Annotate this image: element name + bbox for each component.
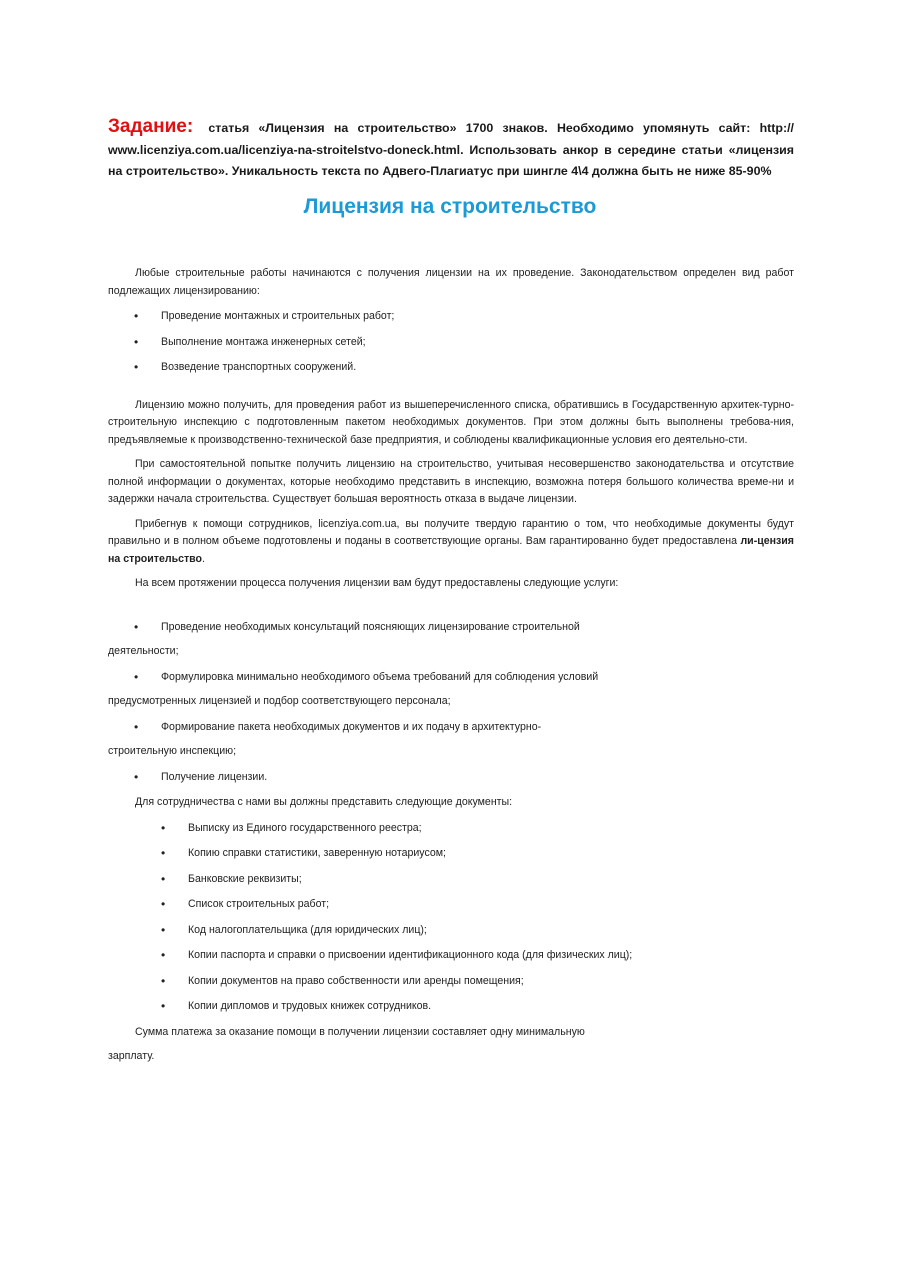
list-item: • Проведение монтажных и строительных работ; (108, 308, 794, 326)
paragraph-1: Лицензию можно получить, для проведения работ из вышеперечисленного списка, обратившись в Государственную архитек-турно-строительную инспекцию с подготовленным пакетом необходимых документов. При этом должны быть выполнены требова-ния, предъявляемые к производственно-технической базе предприятия, и соблюдены квалификационные условия его деятельно-сти. (108, 398, 794, 446)
list-item: • Код налогоплательщика (для юридических лиц); (108, 922, 794, 940)
list-item: • Копию справки статистики, заверенную нотариусом; (108, 845, 794, 863)
closing-continuation: зарплату. (108, 1050, 155, 1062)
bullet-icon: • (134, 360, 139, 374)
bullet-icon: • (161, 922, 166, 937)
bullet-icon: • (161, 973, 166, 988)
paragraph-2: При самостоятельной попытке получить лицензию на строительство, учитывая несовершенство законодательства и отсутствие полной информации о документах, которые необходимо представить в инспекцию, возможна потеря большого количества време-ни и задержки начала строительства. Существует большая вероятность отказа в выдаче лицензии. (108, 458, 794, 505)
list-item: • Список строительных работ; (108, 896, 794, 914)
closing-paragraph: Сумма платежа за оказание помощи в получении лицензии составляет одну минимальную (135, 1025, 585, 1038)
paragraph-3: Прибегнув к помощи сотрудников, licenziya.com.ua, вы получите твердую гарантию о том, что необходимые документы будут правильно и в полном объеме подготовлены и поданы в соответствующие органы. Вам гарантированно будет предоставлена ли-цензия на строительство. (108, 517, 794, 565)
list-item: • Формулировка минимально необходимого объема требований для соблюдения условий (108, 669, 794, 687)
list-item-continuation: предусмотренных лицензией и подбор соответствующего персонала; (108, 695, 451, 707)
bullet-icon: • (161, 897, 166, 911)
article-title: Лицензия на строительство (303, 195, 597, 218)
intro-paragraph: Любые строительные работы начинаются с получения лицензии на их проведение. Законодательством определен вид работ подлежащих лицензированию: (108, 267, 794, 297)
list-item: • Возведение транспортных сооружений. (108, 359, 794, 377)
bullet-icon: • (161, 948, 166, 962)
list-item: • Выписку из Единого государственного реестра; (108, 820, 794, 838)
list-item: • Проведение необходимых консультаций поясняющих лицензирование строительной (108, 619, 794, 637)
article-body (108, 265, 794, 1066)
list-item-continuation: строительную инспекцию; (108, 745, 237, 757)
list-item: • Копии паспорта и справки о присвоении идентификационного кода (для физических лиц); (108, 947, 794, 965)
list-item: • Выполнение монтажа инженерных сетей; (108, 334, 794, 352)
bullet-icon: • (134, 719, 139, 734)
bullet-icon: • (134, 334, 139, 349)
bullet-icon: • (134, 769, 139, 784)
bullet-icon: • (134, 309, 139, 323)
list-item: • Банковские реквизиты; (108, 871, 794, 889)
bullet-icon: • (161, 871, 166, 886)
list-item: • Копии документов на право собственности или аренды помещения; (108, 973, 794, 991)
task-label: Задание: (108, 116, 194, 137)
bullet-icon: • (134, 619, 139, 634)
services-intro: На всем протяжении процесса получения лицензии вам будут предоставлены следующие услуги: (135, 577, 619, 589)
bullet-icon: • (161, 999, 166, 1013)
documents-intro: Для сотрудничества с нами вы должны представить следующие документы: (135, 796, 513, 808)
bullet-icon: • (161, 846, 166, 860)
list-item: • Получение лицензии. (108, 769, 794, 787)
bullet-icon: • (161, 820, 166, 835)
anchor-link-text[interactable]: ли-цензия на строительство (108, 535, 794, 565)
task-block (108, 116, 794, 183)
list-item: • Формирование пакета необходимых документов и их подачу в архитектурно- (108, 719, 794, 737)
list-item-continuation: деятельности; (108, 645, 179, 657)
task-text: статья «Лицензия на строительство» 1700 знаков. Необходимо упомянуть сайт: http:// www.licenziya.com.ua/licenziya-na-stroitelstvo-doneck.html. Использовать анкор в середине статьи «лицензия на строительство». Уникальность текста по Адвего-Плагиатус при шингле 4\4 должна быть не ниже 85-90% (108, 121, 794, 178)
bullet-icon: • (134, 669, 139, 684)
list-item: • Копии дипломов и трудовых книжек сотрудников. (108, 998, 794, 1016)
